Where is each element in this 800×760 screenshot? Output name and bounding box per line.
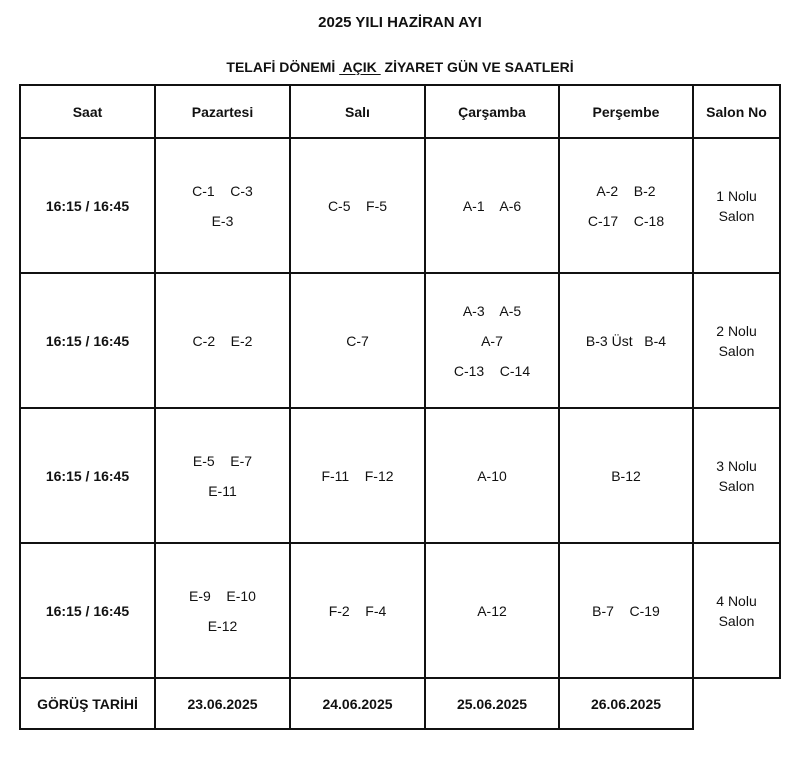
ward-cell-wednesday (425, 543, 559, 678)
visit-date-wednesday: 25.06.2025 (425, 678, 559, 729)
salon-cell (693, 543, 780, 678)
subtitle-open-word: AÇIK (339, 59, 381, 75)
subtitle-suffix: ZİYARET GÜN VE SAATLERİ (380, 59, 574, 75)
visit-date-empty-cell (693, 678, 780, 729)
ward-cell-thursday (559, 138, 693, 273)
visit-date-row (20, 678, 780, 729)
header-row (20, 85, 780, 138)
schedule-row (20, 273, 780, 408)
schedule-row (20, 138, 780, 273)
ward-list-line: C-17 C-18 (587, 212, 665, 229)
ward-list-line: A-3 A-5 (462, 302, 522, 319)
visit-date-label: GÖRÜŞ TARİHİ (20, 678, 155, 729)
schedule-row (20, 543, 780, 678)
ward-list-line: F-11 F-12 (321, 467, 394, 484)
ward-list-line: C-13 C-14 (453, 362, 531, 379)
visit-time-cell: 16:15 / 16:45 (20, 138, 155, 273)
schedule-row (20, 408, 780, 543)
ward-list-line: A-7 (481, 332, 503, 349)
visit-schedule-table (19, 84, 781, 730)
salon-cell (693, 408, 780, 543)
ward-list-line: F-2 F-4 (328, 602, 387, 619)
ward-cell-wednesday (425, 138, 559, 273)
salon-cell (693, 273, 780, 408)
visit-time-cell: 16:15 / 16:45 (20, 408, 155, 543)
salon-label: 4 Nolu Salon (716, 592, 757, 629)
ward-cell-wednesday (425, 408, 559, 543)
ward-cell-wednesday (425, 273, 559, 408)
ward-list-line: B-3 Üst B-4 (585, 332, 667, 349)
visit-date-thursday: 26.06.2025 (559, 678, 693, 729)
ward-cell-monday (155, 408, 290, 543)
salon-cell (693, 138, 780, 273)
ward-cell-thursday (559, 543, 693, 678)
ward-list-line: C-5 F-5 (327, 197, 388, 214)
ward-cell-tuesday (290, 138, 425, 273)
ward-cell-tuesday (290, 408, 425, 543)
ward-list-line: E-12 (207, 617, 238, 634)
ward-cell-tuesday (290, 543, 425, 678)
ward-list-line: C-1 C-3 (192, 182, 253, 199)
ward-cell-thursday (559, 408, 693, 543)
ward-list-line: E-5 E-7 (192, 452, 253, 469)
ward-list-line: B-12 (611, 467, 641, 484)
ward-cell-monday (155, 543, 290, 678)
column-header-monday: Pazartesi (155, 85, 290, 138)
ward-cell-monday (155, 138, 290, 273)
ward-list-line: A-2 B-2 (596, 182, 656, 199)
subtitle-prefix: TELAFİ DÖNEMİ (226, 59, 340, 75)
ward-list-line: E-11 (208, 482, 237, 499)
ward-cell-tuesday (290, 273, 425, 408)
salon-label: 2 Nolu Salon (716, 322, 757, 359)
ward-list-line: A-12 (477, 602, 507, 619)
ward-list-line: C-2 E-2 (192, 332, 253, 349)
column-header-salon: Salon No (693, 85, 780, 138)
visit-date-tuesday: 24.06.2025 (290, 678, 425, 729)
salon-label: 3 Nolu Salon (716, 457, 757, 494)
page-title: 2025 YILI HAZİRAN AYI (318, 14, 482, 31)
ward-list-line: A-10 (477, 467, 507, 484)
visit-date-monday: 23.06.2025 (155, 678, 290, 729)
column-header-wednesday: Çarşamba (425, 85, 559, 138)
visit-time-cell: 16:15 / 16:45 (20, 543, 155, 678)
ward-list-line: A-1 A-6 (462, 197, 522, 214)
ward-list-line: E-9 E-10 (189, 587, 256, 604)
page-subtitle (0, 59, 800, 75)
salon-label: 1 Nolu Salon (716, 187, 757, 224)
ward-list-line: E-3 (211, 212, 234, 229)
visit-time-cell: 16:15 / 16:45 (20, 273, 155, 408)
ward-cell-thursday (559, 273, 693, 408)
ward-cell-monday (155, 273, 290, 408)
ward-list-line: B-7 C-19 (592, 602, 660, 619)
column-header-time: Saat (20, 85, 155, 138)
ward-list-line: C-7 (346, 332, 369, 349)
column-header-thursday: Perşembe (559, 85, 693, 138)
column-header-tuesday: Salı (290, 85, 425, 138)
